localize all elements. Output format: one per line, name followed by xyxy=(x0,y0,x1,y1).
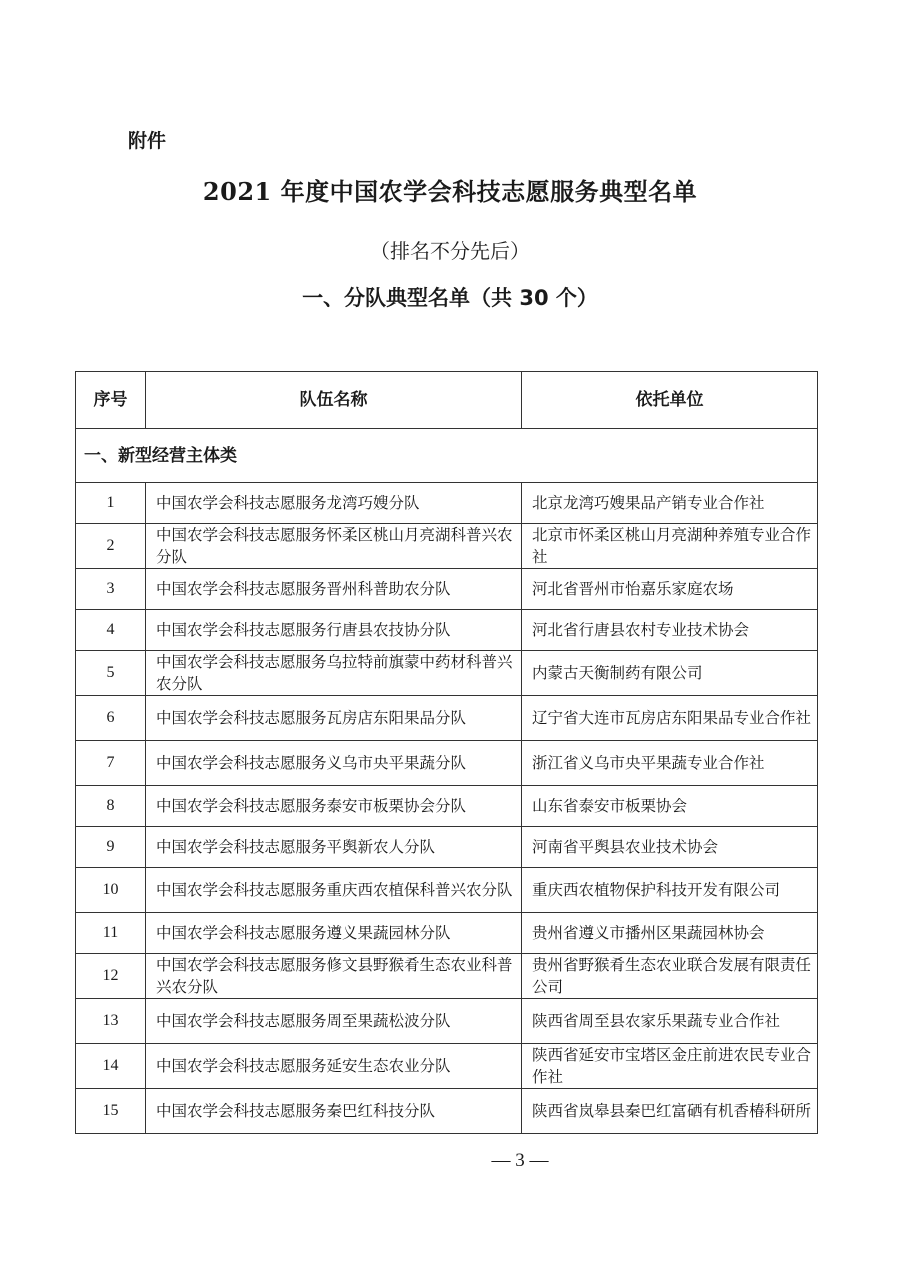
table-row xyxy=(76,524,818,569)
row-no: 12 xyxy=(76,954,146,999)
row-no: 9 xyxy=(76,827,146,868)
row-no: 6 xyxy=(76,696,146,741)
table-row xyxy=(76,786,818,827)
table-row xyxy=(76,1044,818,1089)
row-host: 河南省平舆县农业技术协会 xyxy=(522,827,818,868)
table-row xyxy=(76,954,818,999)
row-no: 13 xyxy=(76,999,146,1044)
row-host: 河北省晋州市怡嘉乐家庭农场 xyxy=(522,569,818,610)
table-header-row xyxy=(76,372,818,429)
row-host: 浙江省义乌市央平果蔬专业合作社 xyxy=(522,741,818,786)
table-row xyxy=(76,999,818,1044)
row-host: 陕西省岚皋县秦巴红富硒有机香椿科研所 xyxy=(522,1089,818,1134)
row-team: 中国农学会科技志愿服务延安生态农业分队 xyxy=(146,1044,522,1089)
row-team: 中国农学会科技志愿服务瓦房店东阳果品分队 xyxy=(146,696,522,741)
document-subtitle: （排名不分先后） xyxy=(370,239,530,263)
row-team: 中国农学会科技志愿服务行唐县农技协分队 xyxy=(146,610,522,651)
row-host: 河北省行唐县农村专业技术协会 xyxy=(522,610,818,651)
roster-table xyxy=(75,371,818,1134)
table-row xyxy=(76,696,818,741)
row-no: 2 xyxy=(76,524,146,569)
annex-label: 附件 xyxy=(128,130,167,152)
section-title: 一、分队典型名单（共 30 个） xyxy=(302,286,598,310)
table-row xyxy=(76,651,818,696)
row-host: 陕西省延安市宝塔区金庄前进农民专业合作社 xyxy=(522,1044,818,1089)
row-no: 3 xyxy=(76,569,146,610)
row-team: 中国农学会科技志愿服务泰安市板栗协会分队 xyxy=(146,786,522,827)
row-team: 中国农学会科技志愿服务重庆西农植保科普兴农分队 xyxy=(146,868,522,913)
page-number: — 3 — xyxy=(491,1150,549,1171)
row-host: 贵州省遵义市播州区果蔬园林协会 xyxy=(522,913,818,954)
table-row xyxy=(76,913,818,954)
row-host: 内蒙古天衡制药有限公司 xyxy=(522,651,818,696)
row-team: 中国农学会科技志愿服务周至果蔬松波分队 xyxy=(146,999,522,1044)
row-no: 7 xyxy=(76,741,146,786)
row-no: 15 xyxy=(76,1089,146,1134)
table-row xyxy=(76,569,818,610)
header-team: 队伍名称 xyxy=(146,372,522,429)
row-host: 陕西省周至县农家乐果蔬专业合作社 xyxy=(522,999,818,1044)
row-team: 中国农学会科技志愿服务乌拉特前旗蒙中药材科普兴农分队 xyxy=(146,651,522,696)
row-no: 5 xyxy=(76,651,146,696)
table-row xyxy=(76,1089,818,1134)
table-row xyxy=(76,868,818,913)
row-host: 北京龙湾巧嫂果品产销专业合作社 xyxy=(522,483,818,524)
row-team: 中国农学会科技志愿服务平舆新农人分队 xyxy=(146,827,522,868)
row-host: 辽宁省大连市瓦房店东阳果品专业合作社 xyxy=(522,696,818,741)
row-host: 贵州省野猴肴生态农业联合发展有限责任公司 xyxy=(522,954,818,999)
document-title: 2021 年度中国农学会科技志愿服务典型名单 xyxy=(202,177,698,206)
row-team: 中国农学会科技志愿服务龙湾巧嫂分队 xyxy=(146,483,522,524)
table-row xyxy=(76,741,818,786)
row-team: 中国农学会科技志愿服务怀柔区桃山月亮湖科普兴农分队 xyxy=(146,524,522,569)
row-no: 11 xyxy=(76,913,146,954)
row-host: 重庆西农植物保护科技开发有限公司 xyxy=(522,868,818,913)
row-team: 中国农学会科技志愿服务义乌市央平果蔬分队 xyxy=(146,741,522,786)
table-row xyxy=(76,483,818,524)
row-no: 1 xyxy=(76,483,146,524)
header-host: 依托单位 xyxy=(522,372,818,429)
row-host: 北京市怀柔区桃山月亮湖种养殖专业合作社 xyxy=(522,524,818,569)
row-team: 中国农学会科技志愿服务修文县野猴肴生态农业科普兴农分队 xyxy=(146,954,522,999)
row-host: 山东省泰安市板栗协会 xyxy=(522,786,818,827)
row-no: 10 xyxy=(76,868,146,913)
row-no: 8 xyxy=(76,786,146,827)
table-row xyxy=(76,610,818,651)
row-team: 中国农学会科技志愿服务秦巴红科技分队 xyxy=(146,1089,522,1134)
category-label: 一、新型经营主体类 xyxy=(76,429,818,483)
row-team: 中国农学会科技志愿服务遵义果蔬园林分队 xyxy=(146,913,522,954)
row-team: 中国农学会科技志愿服务晋州科普助农分队 xyxy=(146,569,522,610)
row-no: 14 xyxy=(76,1044,146,1089)
category-row xyxy=(76,429,818,483)
table-row xyxy=(76,827,818,868)
header-no: 序号 xyxy=(76,372,146,429)
row-no: 4 xyxy=(76,610,146,651)
